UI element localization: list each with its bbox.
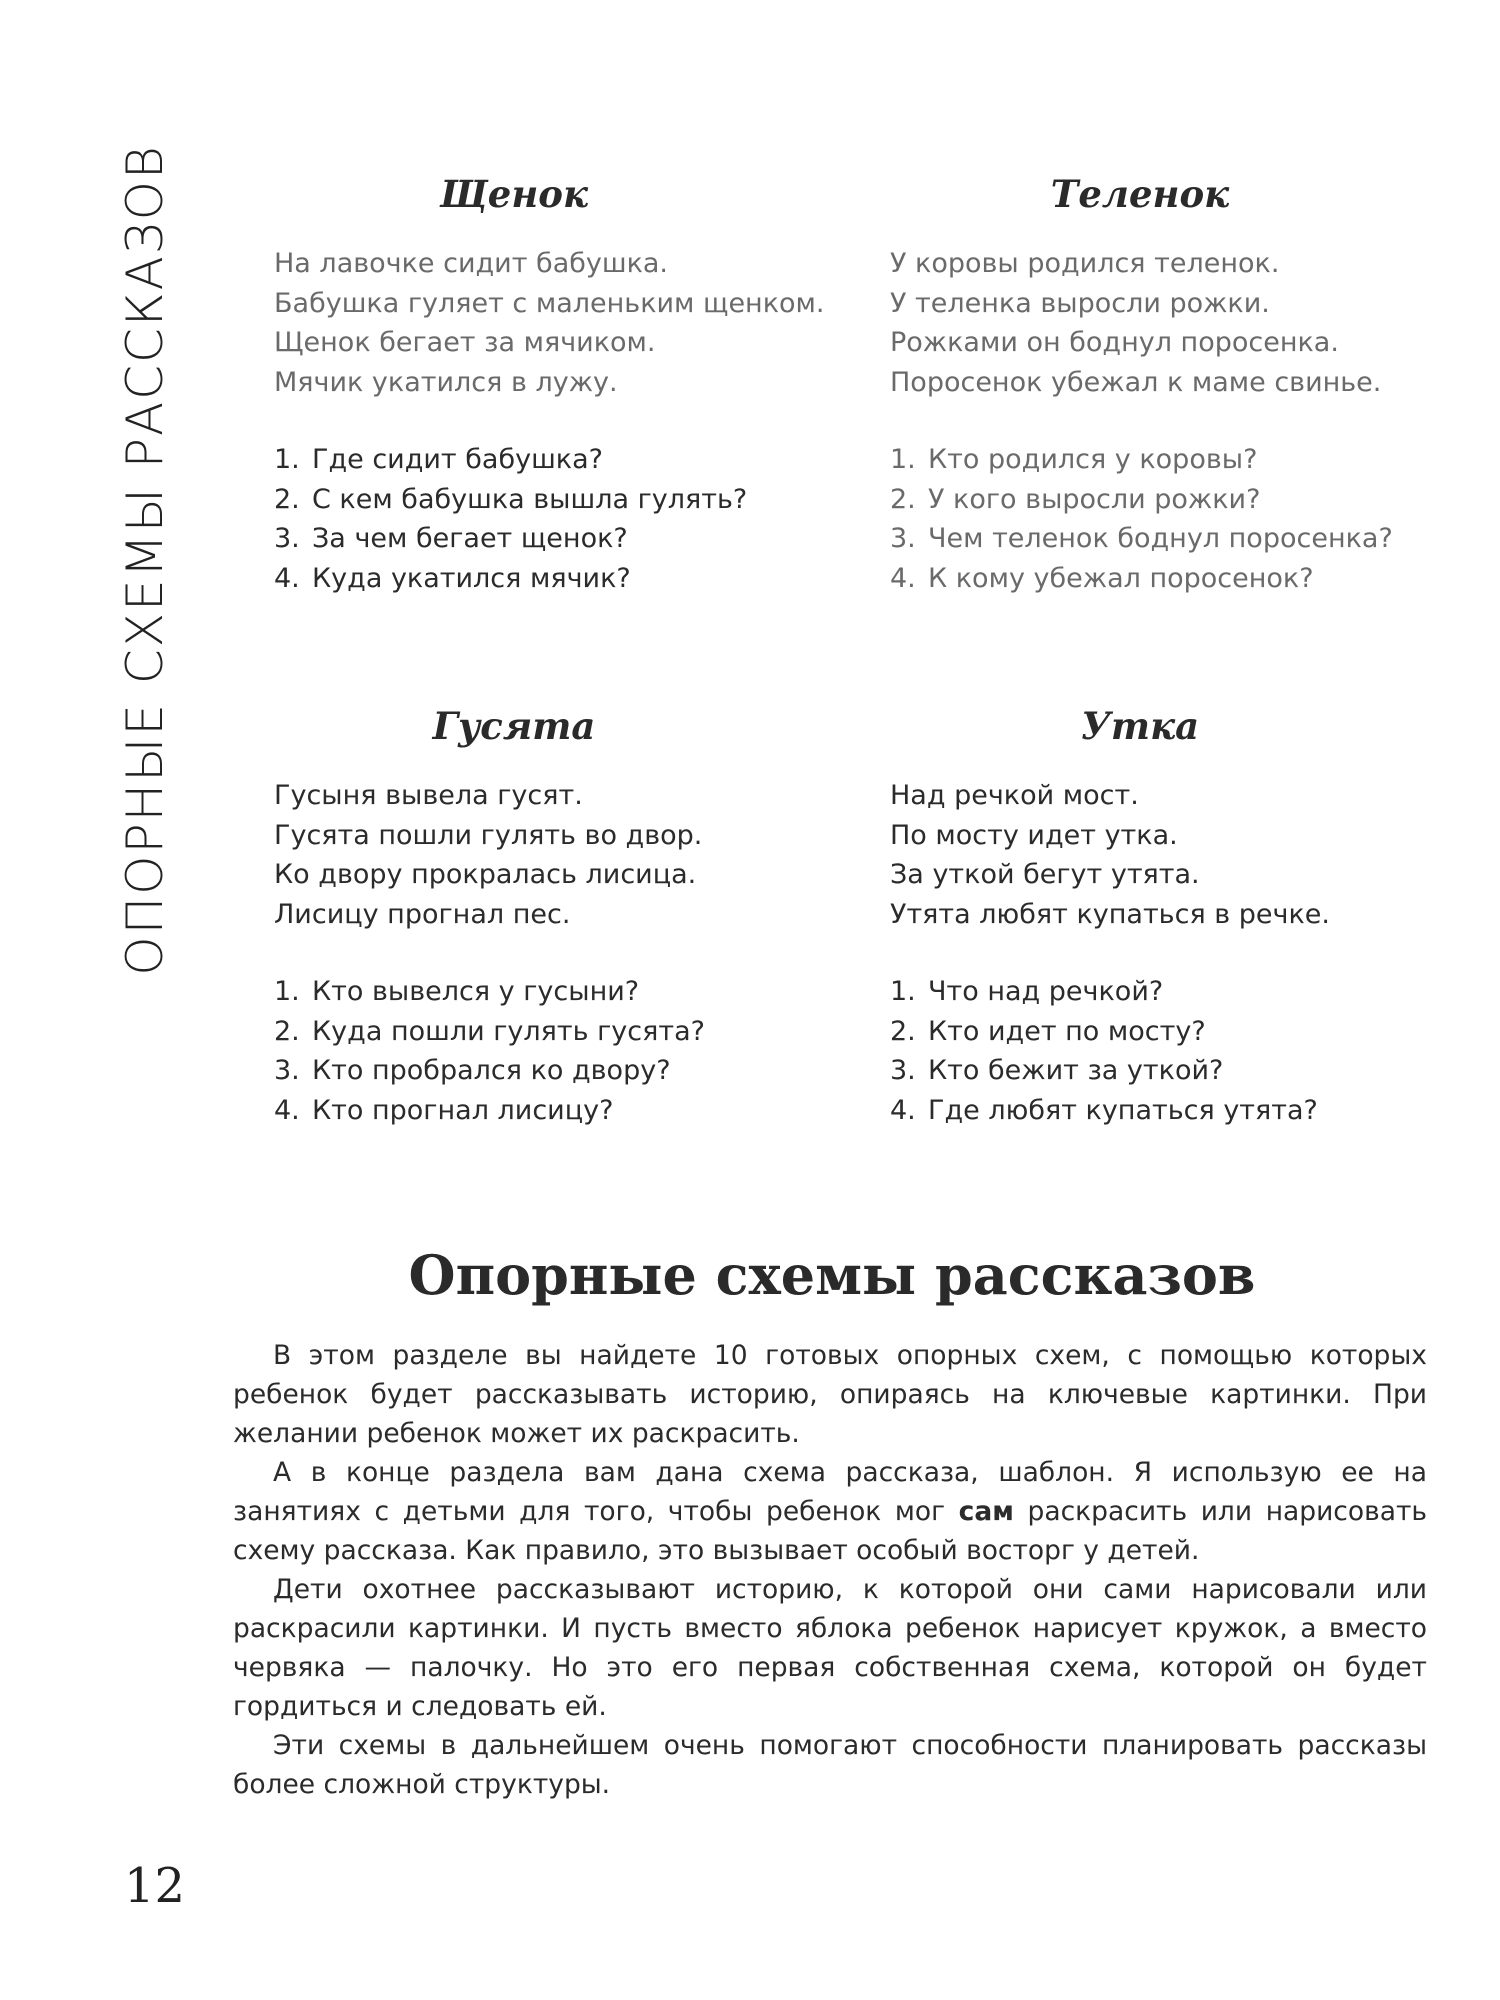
story-title: Щенок [439,172,589,216]
question-text: У кого выросли рожки? [928,483,1261,515]
story-block-calf [890,170,1450,598]
question-item [890,519,1450,559]
story-title: Теленок [1050,172,1230,216]
question-number: 4. [274,562,300,594]
section-heading: Опорные схемы рассказов [408,1243,1256,1307]
story-line: По мосту идет утка. [890,819,1178,851]
body-paragraph: Эти схемы в дальнейшем очень помогают способности планировать рассказы более сложной структуры. [233,1730,1427,1800]
story-line: Утята любят купаться в речке. [890,898,1330,930]
story-line: Над речкой мост. [890,780,1139,811]
question-item [890,440,1450,480]
story-block-puppy [274,170,834,598]
question-item [274,972,834,1012]
question-text: С кем бабушка вышла гулять? [312,483,748,515]
story-line: За уткой бегут утята. [890,859,1200,890]
body-text-run: раскрасить или нарисовать схему рассказа. Как правило, это вызывает особый восторг у детей. [233,1496,1427,1566]
question-text: Кто родился у коровы? [928,444,1258,475]
question-list [274,972,834,1130]
question-item [890,972,1450,1012]
emphasis-text: сам [958,1496,1014,1527]
question-text: Где любят купаться утята? [928,1094,1318,1126]
story-title: Утка [1080,704,1200,748]
story-line: На лавочке сидит бабушка. [274,248,669,279]
story-title: Гусята [432,704,596,748]
question-number: 1. [274,444,300,475]
story-text [274,244,834,402]
body-paragraph: В этом разделе вы найдете 10 готовых опорных схем, с помощью которых ребенок будет рассказывать историю, опираясь на ключевые картинки. При желании ребенок может их раскрасить. [233,1340,1427,1449]
question-item [890,480,1450,520]
question-number: 3. [890,523,916,554]
question-number: 3. [890,1055,916,1086]
side-title-text: ОПОРНЫЕ СХЕМЫ РАССКАЗОВ [116,144,175,976]
story-text [890,244,1450,402]
question-item [890,1091,1450,1131]
question-number: 3. [274,1055,300,1086]
story-line: Поросенок убежал к маме свинье. [890,366,1382,398]
side-section-title [100,130,190,990]
section-body [233,1336,1427,1804]
question-text: Кто бежит за уткой? [928,1055,1224,1086]
question-text: Где сидит бабушка? [312,444,603,475]
question-number: 2. [890,483,916,515]
story-line: Мячик укатился в лужу. [274,366,618,398]
question-item [274,440,834,480]
question-text: Куда пошли гулять гусята? [312,1015,705,1047]
story-line: Щенок бегает за мячиком. [274,327,656,358]
story-text [274,776,834,934]
question-item [274,559,834,599]
question-item [274,519,834,559]
question-number: 1. [890,976,916,1007]
question-number: 2. [890,1015,916,1047]
question-number: 4. [274,1094,300,1126]
story-line: Лисицу прогнал пес. [274,898,571,930]
question-text: Что над речкой? [928,976,1164,1007]
question-item [274,1051,834,1091]
question-list [274,440,834,598]
question-text: За чем бегает щенок? [312,523,628,554]
story-line: Бабушка гуляет с маленьким щенком. [274,287,825,319]
question-text: К кому убежал поросенок? [928,562,1314,594]
question-text: Кто прогнал лисицу? [312,1094,614,1126]
question-text: Кто идет по мосту? [928,1015,1206,1047]
question-item [890,559,1450,599]
question-item [890,1051,1450,1091]
question-list [890,972,1450,1130]
question-item [274,1012,834,1052]
body-paragraph: Дети охотнее рассказывают историю, к которой они сами нарисовали или раскрасили картинки. И пусть вместо яблока ребенок нарисует кружок, а вместо червяка — палочку. Но это его первая собственная схема, которой он будет гордиться и следовать ей. [233,1574,1427,1722]
question-text: Кто вывелся у гусыни? [312,976,640,1007]
story-line: Ко двору прокралась лисица. [274,859,697,890]
question-number: 3. [274,523,300,554]
question-text: Чем теленок боднул поросенка? [928,523,1393,554]
story-line: У коровы родился теленок. [890,248,1280,279]
story-line: У теленка выросли рожки. [890,287,1270,319]
question-number: 2. [274,483,300,515]
story-block-duck [890,702,1450,1130]
question-number: 4. [890,562,916,594]
question-number: 4. [890,1094,916,1126]
question-list [890,440,1450,598]
question-item [274,480,834,520]
question-text: Куда укатился мячик? [312,562,631,594]
body-text-run: А в конце раздела вам дана схема рассказа, шаблон. Я использую ее на занятиях с детьми для того, чтобы ребенок мог [233,1457,1427,1527]
story-line: Гусята пошли гулять во двор. [274,819,703,851]
story-text [890,776,1450,934]
body-paragraph [233,1453,1427,1570]
question-number: 1. [890,444,916,475]
story-block-goslings [274,702,834,1130]
story-line: Рожками он боднул поросенка. [890,327,1339,358]
page-number: 12 [124,1858,186,1914]
story-line: Гусыня вывела гусят. [274,780,583,811]
question-item [274,1091,834,1131]
question-number: 1. [274,976,300,1007]
question-item [890,1012,1450,1052]
question-text: Кто пробрался ко двору? [312,1055,671,1086]
question-number: 2. [274,1015,300,1047]
